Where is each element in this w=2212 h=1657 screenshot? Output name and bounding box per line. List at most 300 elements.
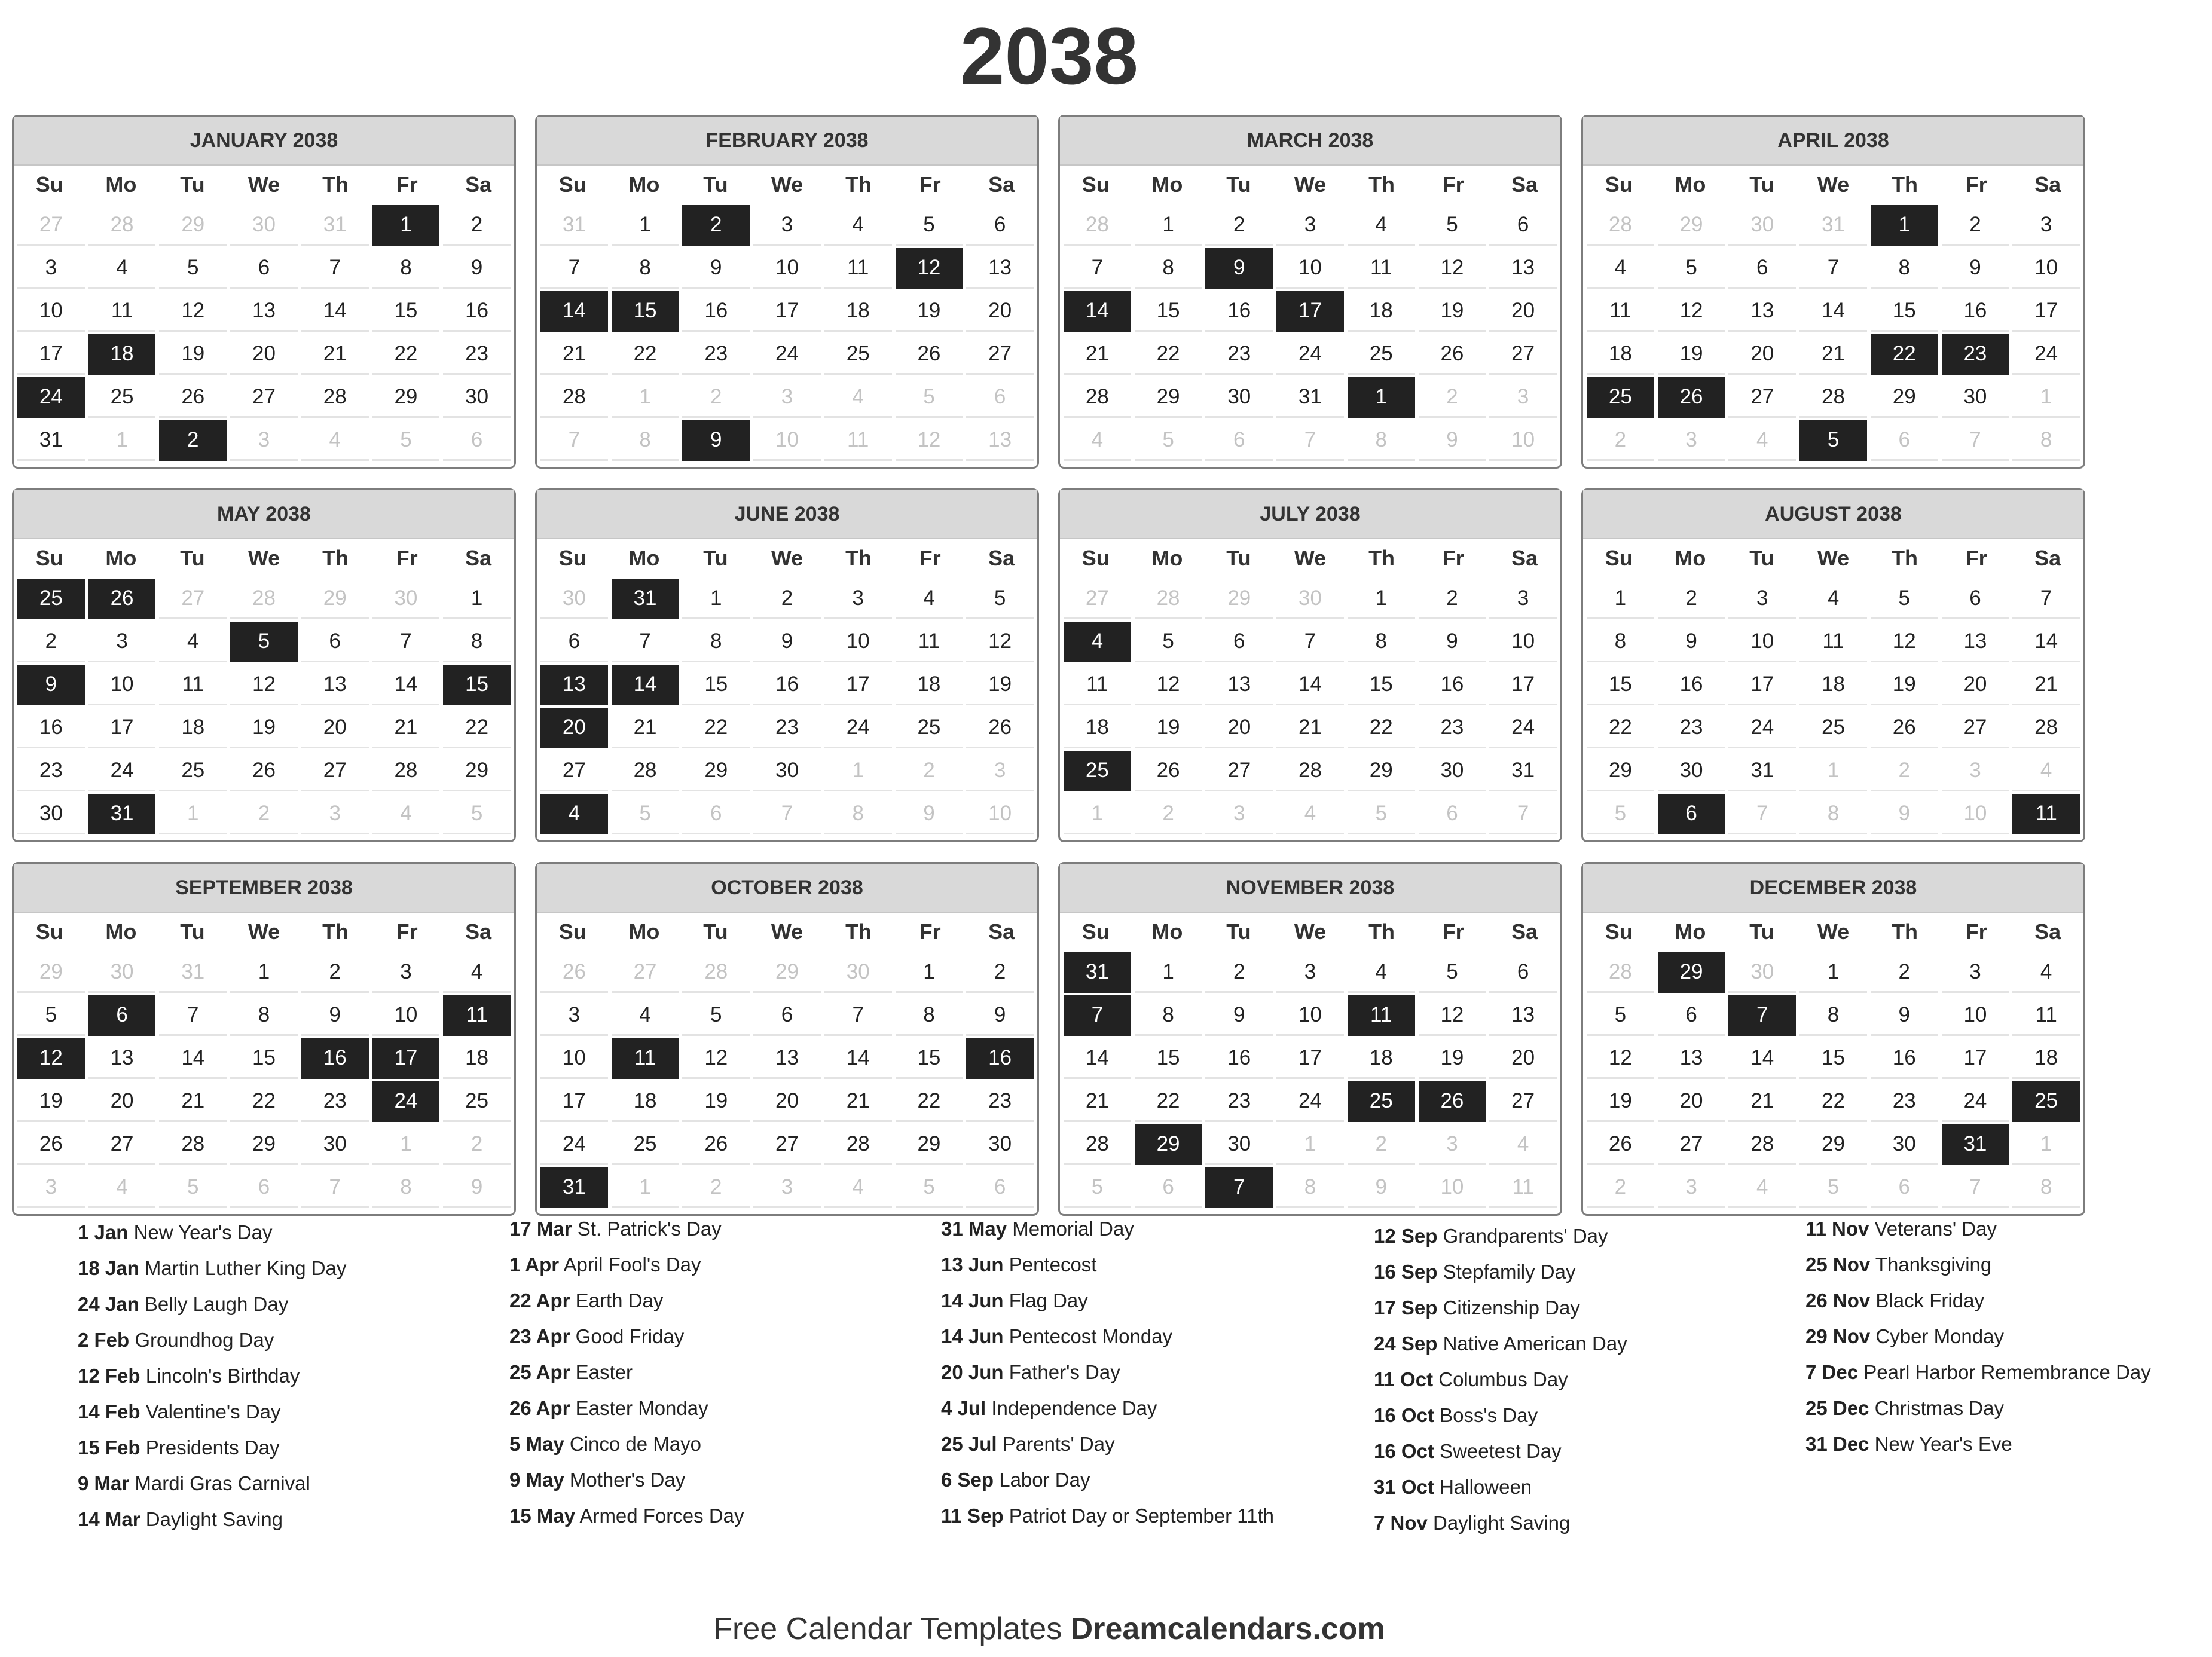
day-cell-holiday: 17 [1276,291,1344,332]
day-cell-adjacent: 1 [88,420,156,461]
day-cell: 16 [1205,1038,1273,1079]
day-cell: 1 [1348,579,1415,619]
day-cell: 18 [1064,708,1131,748]
day-cell: 7 [612,622,679,662]
day-cell: 18 [2012,1038,2080,1079]
day-cell: 29 [682,751,750,791]
weekday-label: Mo [105,546,137,570]
holiday-item [941,1216,1348,1242]
day-cell-adjacent: 27 [612,952,679,993]
weekday-label: Mo [628,546,660,570]
day-cell: 27 [540,751,608,791]
day-cell: 7 [1064,248,1131,289]
day-cell: 4 [612,995,679,1036]
holiday-date: 20 Jun [941,1361,1004,1383]
holiday-name: Pentecost [1009,1254,1097,1276]
day-cell-adjacent: 4 [1276,794,1344,834]
day-cell: 3 [17,248,85,289]
weekday-label: Th [1368,172,1395,197]
day-cell: 19 [1419,291,1486,332]
day-cell: 1 [612,205,679,246]
day-cell: 26 [1419,334,1486,375]
day-cell: 16 [17,708,85,748]
day-cell-adjacent: 7 [1728,794,1796,834]
day-cell: 25 [159,751,227,791]
day-cell: 20 [1658,1081,1725,1122]
day-cell-adjacent: 8 [824,794,892,834]
day-cell: 22 [443,708,511,748]
month-title: SEPTEMBER 2038 [14,864,514,913]
day-cell-holiday: 4 [540,794,608,834]
day-cell: 12 [1419,995,1486,1036]
weekday-label: We [248,172,280,197]
day-cell: 4 [443,952,511,993]
day-cell: 1 [1799,952,1867,993]
day-cell-adjacent: 3 [1205,794,1273,834]
holiday-date: 14 Jun [941,1289,1004,1311]
day-cell: 7 [1799,248,1867,289]
day-cell-adjacent: 4 [1728,420,1796,461]
day-cell-holiday: 7 [1064,995,1131,1036]
holiday-item [509,1252,916,1278]
holiday-name: Stepfamily Day [1443,1261,1576,1283]
day-cell: 17 [17,334,85,375]
day-cell: 12 [1419,248,1486,289]
holiday-name: Daylight Saving [145,1508,283,1530]
day-cell: 27 [1205,751,1273,791]
holiday-date: 14 Mar [78,1508,140,1530]
holiday-date: 16 Oct [1374,1440,1434,1462]
weekday-header [1583,539,2083,577]
day-cell: 16 [682,291,750,332]
day-cell: 19 [682,1081,750,1122]
holiday-item [509,1503,916,1529]
day-cell: 12 [159,291,227,332]
holiday-item [1805,1216,2212,1242]
day-cell-adjacent: 28 [1135,579,1202,619]
day-cell: 9 [1205,995,1273,1036]
day-cell: 1 [1135,952,1202,993]
day-cell: 11 [1348,248,1415,289]
day-cell: 24 [2012,334,2080,375]
day-cell: 1 [896,952,963,993]
holiday-item [78,1219,484,1246]
day-cell-holiday: 1 [1348,377,1415,418]
day-cell: 7 [301,248,369,289]
day-cell: 6 [1658,995,1725,1036]
holiday-name: Martin Luther King Day [144,1257,347,1279]
day-cell: 29 [1135,377,1202,418]
weekday-label: Tu [703,919,728,944]
day-grid [1583,951,2083,1209]
day-cell: 23 [1205,334,1273,375]
day-cell-holiday: 11 [2012,794,2080,834]
day-cell: 6 [1489,205,1557,246]
holiday-date: 7 Dec [1805,1361,1859,1383]
day-cell-holiday: 11 [443,995,511,1036]
day-cell: 22 [896,1081,963,1122]
day-cell-holiday: 1 [372,205,440,246]
day-cell-adjacent: 30 [824,952,892,993]
day-cell: 18 [1348,1038,1415,1079]
day-cell: 5 [1419,952,1486,993]
day-cell: 21 [159,1081,227,1122]
day-cell: 18 [159,708,227,748]
day-cell-adjacent: 6 [966,377,1034,418]
weekday-label: Th [1892,546,1918,570]
day-cell: 3 [88,622,156,662]
holiday-item [78,1506,484,1533]
weekday-label: Th [845,172,872,197]
day-cell: 16 [1205,291,1273,332]
holiday-item [941,1252,1348,1278]
day-cell-holiday: 16 [301,1038,369,1079]
day-cell: 3 [824,579,892,619]
day-cell: 25 [612,1124,679,1165]
day-cell: 16 [443,291,511,332]
day-cell-holiday: 2 [682,205,750,246]
day-cell: 10 [753,248,821,289]
day-cell: 15 [1348,665,1415,705]
weekday-header [1060,539,1560,577]
day-cell-holiday: 1 [1871,205,1938,246]
holiday-date: 17 Mar [509,1218,572,1240]
holiday-item [509,1431,916,1457]
day-cell: 18 [1799,665,1867,705]
month-card [1581,488,2085,842]
month-title: MARCH 2038 [1060,117,1560,166]
day-cell-adjacent: 29 [753,952,821,993]
day-cell: 23 [1658,708,1725,748]
day-cell: 27 [1489,334,1557,375]
day-cell: 6 [753,995,821,1036]
day-cell-adjacent: 2 [1348,1124,1415,1165]
day-cell-adjacent: 7 [1489,794,1557,834]
day-cell: 28 [159,1124,227,1165]
holiday-column [1374,1223,1780,1546]
day-cell: 31 [1728,751,1796,791]
holiday-date: 29 Nov [1805,1325,1871,1347]
holiday-name: Daylight Saving [1433,1512,1571,1534]
day-cell-adjacent: 31 [159,952,227,993]
day-cell: 20 [230,334,298,375]
weekday-label: Tu [703,546,728,570]
day-cell: 19 [17,1081,85,1122]
weekday-header [14,166,514,204]
day-cell: 22 [1135,1081,1202,1122]
day-cell-adjacent: 9 [896,794,963,834]
day-cell: 19 [966,665,1034,705]
day-cell-adjacent: 13 [966,420,1034,461]
day-cell: 13 [230,291,298,332]
day-cell-adjacent: 30 [88,952,156,993]
holiday-date: 14 Feb [78,1401,140,1423]
day-grid [1060,204,1560,462]
holiday-name: Grandparents' Day [1443,1225,1608,1247]
holiday-date: 5 May [509,1433,564,1455]
weekday-label: Fr [396,172,418,197]
day-cell: 5 [1587,995,1654,1036]
day-cell: 20 [301,708,369,748]
weekday-header [1583,166,2083,204]
day-cell: 14 [1276,665,1344,705]
day-cell-adjacent: 12 [896,420,963,461]
holiday-date: 23 Apr [509,1325,570,1347]
day-cell: 24 [1942,1081,2009,1122]
weekday-label: Sa [988,172,1015,197]
holiday-item [509,1216,916,1242]
day-cell: 23 [1205,1081,1273,1122]
day-cell-adjacent: 11 [1489,1167,1557,1208]
day-cell-adjacent: 28 [1587,205,1654,246]
holiday-date: 11 Oct [1374,1368,1434,1390]
day-cell: 17 [1942,1038,2009,1079]
day-cell: 22 [372,334,440,375]
month-title: DECEMBER 2038 [1583,864,2083,913]
day-cell-holiday: 18 [88,334,156,375]
weekday-header [1060,166,1560,204]
day-cell: 8 [230,995,298,1036]
day-cell: 27 [1489,1081,1557,1122]
weekday-label: Sa [2034,919,2061,944]
day-cell: 2 [1205,952,1273,993]
day-cell-adjacent: 5 [612,794,679,834]
day-cell: 11 [896,622,963,662]
day-cell: 9 [1419,622,1486,662]
day-cell: 8 [682,622,750,662]
day-cell: 8 [372,248,440,289]
day-cell-adjacent: 1 [1276,1124,1344,1165]
day-cell: 16 [1658,665,1725,705]
holiday-date: 25 Apr [509,1361,570,1383]
day-cell: 10 [1489,622,1557,662]
weekday-label: Sa [465,919,492,944]
day-cell: 25 [896,708,963,748]
holiday-item [1805,1359,2212,1386]
day-cell: 14 [1799,291,1867,332]
holiday-date: 15 Feb [78,1436,140,1459]
day-grid [14,204,514,462]
day-cell-adjacent: 3 [1419,1124,1486,1165]
day-cell-adjacent: 28 [1064,205,1131,246]
day-cell-adjacent: 5 [896,377,963,418]
day-cell: 15 [1135,291,1202,332]
day-cell: 25 [1348,334,1415,375]
day-cell: 28 [2012,708,2080,748]
day-cell-holiday: 2 [159,420,227,461]
weekday-label: Su [1081,546,1110,570]
weekday-label: We [248,546,280,570]
holiday-name: Native American Day [1443,1332,1627,1355]
day-cell: 24 [88,751,156,791]
day-cell-adjacent: 30 [230,205,298,246]
day-cell-adjacent: 2 [230,794,298,834]
day-cell-adjacent: 4 [2012,751,2080,791]
day-cell-holiday: 11 [1348,995,1415,1036]
holiday-item [941,1431,1348,1457]
day-cell-adjacent: 4 [88,1167,156,1208]
holiday-date: 25 Nov [1805,1254,1871,1276]
day-cell-adjacent: 8 [2012,420,2080,461]
day-cell: 6 [1728,248,1796,289]
day-cell-adjacent: 3 [966,751,1034,791]
holiday-name: St. Patrick's Day [577,1218,722,1240]
holiday-item [1805,1288,2212,1314]
holiday-name: Mother's Day [569,1469,686,1491]
month-card [1581,862,2085,1216]
day-cell: 3 [753,205,821,246]
holiday-date: 12 Sep [1374,1225,1438,1247]
footer [0,1611,2098,1647]
day-cell: 28 [612,751,679,791]
weekday-label: Sa [2034,172,2061,197]
weekday-label: Mo [1151,919,1183,944]
day-cell-adjacent: 8 [1276,1167,1344,1208]
day-cell: 30 [17,794,85,834]
day-cell: 8 [1799,995,1867,1036]
holiday-date: 17 Sep [1374,1297,1438,1319]
day-cell-holiday: 14 [1064,291,1131,332]
holiday-item [1374,1438,1780,1465]
day-cell-adjacent: 31 [301,205,369,246]
day-cell: 15 [230,1038,298,1079]
day-cell: 10 [88,665,156,705]
holiday-name: New Year's Eve [1874,1433,2012,1455]
weekday-label: Sa [1511,919,1538,944]
weekday-label: We [1294,172,1327,197]
holiday-item [941,1503,1348,1529]
day-cell: 17 [1728,665,1796,705]
holiday-date: 16 Sep [1374,1261,1438,1283]
day-cell: 17 [88,708,156,748]
day-cell-adjacent: 9 [1348,1167,1415,1208]
day-cell: 10 [2012,248,2080,289]
weekday-label: Sa [988,546,1015,570]
day-cell-holiday: 23 [1942,334,2009,375]
day-cell: 22 [1348,708,1415,748]
day-cell: 28 [1799,377,1867,418]
day-cell: 21 [1064,1081,1131,1122]
weekday-header [1060,913,1560,951]
weekday-label: We [771,919,803,944]
day-cell: 12 [230,665,298,705]
day-cell-adjacent: 4 [372,794,440,834]
day-cell: 27 [1658,1124,1725,1165]
day-cell: 19 [896,291,963,332]
day-cell: 9 [753,622,821,662]
day-cell: 14 [1728,1038,1796,1079]
day-cell-adjacent: 7 [301,1167,369,1208]
holiday-date: 31 Oct [1374,1476,1434,1498]
day-cell: 2 [443,205,511,246]
holiday-name: Columbus Day [1438,1368,1568,1390]
day-cell: 20 [1728,334,1796,375]
weekday-label: Fr [1442,172,1464,197]
day-cell: 6 [1205,622,1273,662]
day-cell: 10 [1942,995,2009,1036]
day-cell: 13 [1489,995,1557,1036]
weekday-label: Th [322,172,349,197]
holiday-name: Halloween [1440,1476,1532,1498]
day-cell: 29 [230,1124,298,1165]
weekday-label: Tu [703,172,728,197]
day-cell-adjacent: 3 [753,377,821,418]
holiday-column [509,1216,916,1539]
day-cell: 23 [966,1081,1034,1122]
holiday-name: Groundhog Day [135,1329,274,1351]
holiday-item [1805,1252,2212,1278]
day-cell-holiday: 7 [1205,1167,1273,1208]
day-cell: 24 [1276,334,1344,375]
weekday-label: Mo [1675,546,1706,570]
day-cell: 28 [540,377,608,418]
weekday-label: Sa [1511,172,1538,197]
day-cell: 21 [372,708,440,748]
holiday-name: Thanksgiving [1875,1254,1992,1276]
day-cell: 20 [88,1081,156,1122]
day-cell-adjacent: 27 [159,579,227,619]
day-cell: 22 [230,1081,298,1122]
day-cell: 30 [1205,1124,1273,1165]
day-cell-adjacent: 26 [540,952,608,993]
holiday-date: 31 Dec [1805,1433,1869,1455]
weekday-label: We [1817,546,1850,570]
day-cell-adjacent: 8 [1348,420,1415,461]
day-cell-adjacent: 30 [1728,952,1796,993]
month-card [1058,488,1562,842]
day-cell-holiday: 26 [1419,1081,1486,1122]
weekday-label: Su [558,919,586,944]
day-cell: 5 [896,205,963,246]
day-cell: 12 [1135,665,1202,705]
weekday-header [1583,913,2083,951]
day-cell: 3 [1276,205,1344,246]
day-cell: 25 [824,334,892,375]
holiday-date: 25 Dec [1805,1397,1869,1419]
weekday-label: Su [558,546,586,570]
day-cell-adjacent: 2 [682,1167,750,1208]
day-cell: 29 [1799,1124,1867,1165]
holiday-item [78,1363,484,1389]
day-cell-adjacent: 1 [612,1167,679,1208]
day-cell-adjacent: 3 [1942,751,2009,791]
day-cell: 15 [1871,291,1938,332]
weekday-label: Tu [1749,919,1774,944]
day-cell: 13 [88,1038,156,1079]
day-grid [1060,951,1560,1209]
day-cell-adjacent: 6 [1419,794,1486,834]
day-cell: 23 [753,708,821,748]
day-cell: 8 [612,248,679,289]
day-cell-holiday: 12 [17,1038,85,1079]
day-cell-adjacent: 6 [230,1167,298,1208]
holiday-item [1374,1331,1780,1357]
day-cell: 7 [159,995,227,1036]
weekday-label: Su [1605,919,1633,944]
day-cell-adjacent: 9 [443,1167,511,1208]
day-cell: 28 [301,377,369,418]
holiday-item [1374,1510,1780,1536]
day-cell-adjacent: 27 [17,205,85,246]
day-cell: 9 [682,248,750,289]
day-cell: 1 [682,579,750,619]
day-cell: 10 [1728,622,1796,662]
day-cell: 8 [1135,995,1202,1036]
day-cell: 29 [1587,751,1654,791]
month-card [1058,115,1562,469]
day-cell: 14 [2012,622,2080,662]
day-cell-adjacent: 4 [1064,420,1131,461]
